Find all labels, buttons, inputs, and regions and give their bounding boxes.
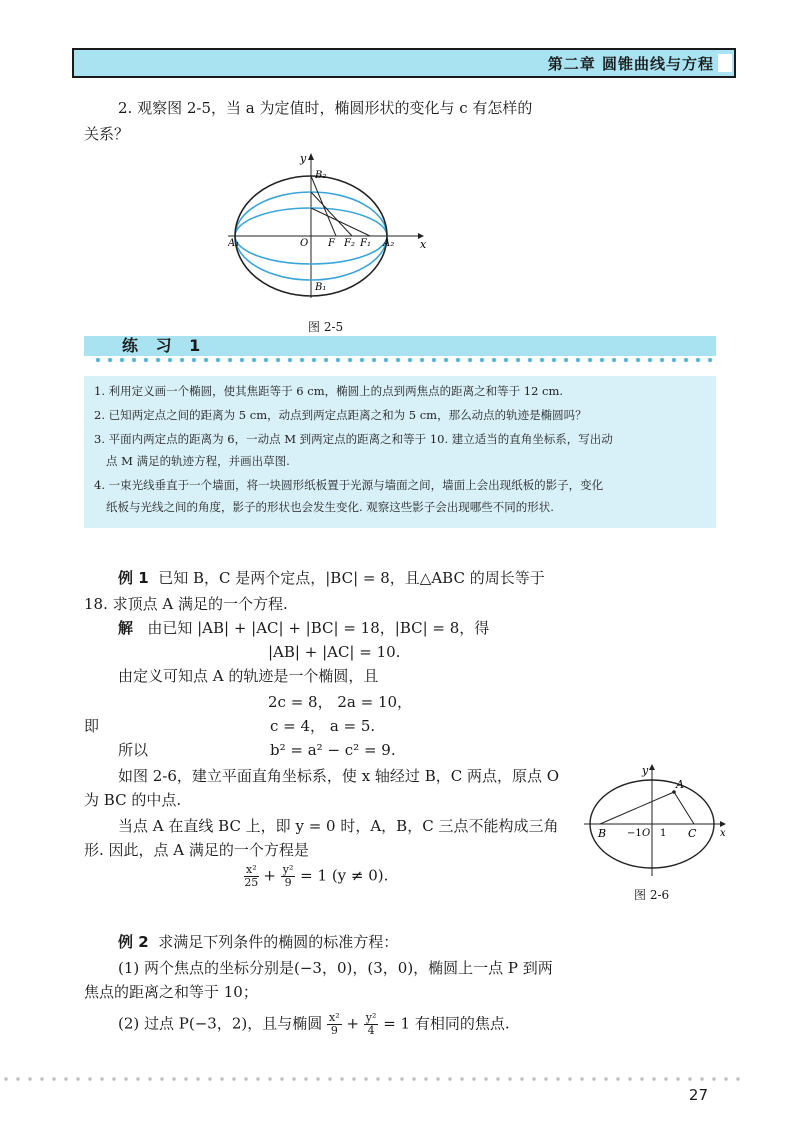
solution-line-6: b² = a² − c² = 9. bbox=[270, 741, 396, 759]
fig25-label-a1: A₁ bbox=[228, 238, 240, 249]
eq-x-num: x² bbox=[246, 863, 257, 876]
fig25-label-y: y bbox=[300, 152, 307, 165]
eq-plus: + bbox=[263, 866, 276, 885]
solution-line-8: 为 BC 的中点. bbox=[84, 791, 182, 809]
fig25-label-b2: B₂ bbox=[315, 170, 327, 181]
figure-2-5-caption: 图 2-5 bbox=[308, 320, 344, 334]
example-2-line-4a: (2) 过点 P(−3，2)，且与椭圆 bbox=[118, 1014, 323, 1033]
solution-ji: 即 bbox=[84, 717, 100, 735]
figure-2-6-caption: 图 2-6 bbox=[634, 888, 670, 902]
eq-fraction-y bbox=[281, 864, 296, 889]
fig26-label-a: A bbox=[676, 778, 684, 791]
solution-label: 解 bbox=[118, 619, 134, 637]
figure-2-5 bbox=[228, 148, 428, 306]
fig26-label-1: 1 bbox=[660, 828, 667, 839]
solution-line-2: |AB| + |AC| = 10. bbox=[268, 643, 401, 661]
example-2-line-2: (1) 两个焦点的坐标分别是(−3，0)，(3，0)，椭圆上一点 P 到两 bbox=[118, 959, 553, 977]
e2-y-num: y² bbox=[365, 1011, 377, 1024]
solution-suoyi: 所以 bbox=[118, 741, 149, 759]
solution-line-4: 2c = 8， 2a = 10， bbox=[268, 693, 413, 711]
fig25-y-arrow bbox=[308, 153, 314, 160]
example-2-first-line bbox=[118, 930, 398, 954]
fig26-side-ba bbox=[600, 792, 674, 824]
exercise-item: 2. 已知两定点之间的距离为 5 cm，动点到两定点距离之和为 5 cm，那么动点的轨迹是椭圆吗？ bbox=[94, 408, 587, 422]
example-2-line-4b: = 1 有相同的焦点. bbox=[383, 1014, 510, 1033]
e2-x-num: x² bbox=[329, 1011, 340, 1024]
example-2-line-1: 求满足下列条件的椭圆的标准方程： bbox=[158, 933, 399, 951]
fig25-line-f1 bbox=[311, 208, 370, 236]
fig25-label-f: F bbox=[328, 238, 335, 249]
header-corner-box bbox=[718, 54, 732, 72]
solution-line-5: c = 4， a = 5. bbox=[270, 717, 376, 735]
example-2-line-4 bbox=[118, 1012, 510, 1037]
fig25-label-b1: B₁ bbox=[315, 282, 327, 293]
exercise-item: 3. 平面内两定点的距离为 6，一动点 M 到两定点的距离之和等于 10. 建立适当的直角坐标系，写出动 bbox=[94, 432, 613, 446]
solution-equation bbox=[244, 864, 388, 889]
figure-2-6 bbox=[580, 760, 730, 884]
question-2-line-2: 关系？ bbox=[84, 125, 130, 143]
fig25-line-f2 bbox=[311, 192, 352, 236]
e2-plus: + bbox=[346, 1014, 360, 1033]
fig26-side-ac bbox=[674, 792, 694, 824]
fig26-label-b: B bbox=[598, 827, 607, 840]
fig25-label-a2: A₂ bbox=[383, 238, 395, 249]
example-2-line-3: 焦点的距离之和等于 10； bbox=[84, 983, 258, 1001]
exercise-dot-divider bbox=[92, 356, 712, 364]
fig25-label-f1: F₁ bbox=[360, 238, 371, 249]
chapter-title: 第二章 圆锥曲线与方程 bbox=[547, 55, 714, 73]
e2-fraction-x bbox=[327, 1012, 342, 1037]
eq-x-den: 25 bbox=[244, 876, 259, 889]
eq-fraction-x bbox=[244, 864, 259, 889]
footer-dot-divider bbox=[0, 1075, 745, 1083]
e2-x-den: 9 bbox=[330, 1024, 338, 1037]
solution-line-9: 当点 A 在直线 BC 上，即 y = 0 时，A，B，C 三点不能构成三角 bbox=[118, 817, 559, 835]
example-1-first-line bbox=[118, 566, 545, 590]
question-2-line-1: 2. 观察图 2-5，当 a 为定值时，椭圆形状的变化与 c 有怎样的 bbox=[118, 99, 533, 117]
fig26-label-neg1: −1 bbox=[627, 828, 642, 839]
e2-fraction-y bbox=[364, 1012, 379, 1037]
example-1-label: 例 1 bbox=[118, 569, 149, 587]
exercise-item: 1. 利用定义画一个椭圆，使其焦距等于 6 cm，椭圆上的点到两焦点的距离之和等于 12 cm. bbox=[94, 384, 564, 398]
fig26-y-arrow bbox=[649, 764, 655, 770]
exercise-item: 点 M 满足的轨迹方程，并画出草图. bbox=[106, 454, 290, 468]
solution-line-7: 如图 2-6，建立平面直角坐标系，使 x 轴经过 B，C 两点，原点 O bbox=[118, 767, 560, 785]
exercise-title: 练 习 1 bbox=[122, 336, 207, 355]
example-1-line-2: 18. 求顶点 A 满足的一个方程. bbox=[84, 595, 288, 613]
exercise-item: 4. 一束光线垂直于一个墙面，将一块圆形纸板置于光源与墙面之间，墙面上会出现纸板的影子，变化 bbox=[94, 478, 604, 492]
eq-y-num: y² bbox=[282, 863, 294, 876]
fig25-label-o: O bbox=[300, 238, 309, 249]
e2-y-den: 4 bbox=[367, 1024, 375, 1037]
fig26-label-c: C bbox=[688, 827, 697, 840]
chapter-header-bar bbox=[72, 48, 736, 78]
eq-y-den: 9 bbox=[284, 876, 292, 889]
solution-line-1 bbox=[118, 616, 489, 640]
example-1-line-1: 已知 B，C 是两个定点，|BC| = 8，且△ABC 的周长等于 bbox=[158, 569, 545, 587]
exercise-box bbox=[84, 376, 716, 528]
solution-text-1: 由已知 |AB| + |AC| + |BC| = 18，|BC| = 8，得 bbox=[147, 619, 490, 637]
page-number: 27 bbox=[688, 1086, 708, 1104]
fig25-label-x: x bbox=[420, 238, 427, 251]
fig26-label-y: y bbox=[642, 764, 649, 777]
fig25-label-f2: F₂ bbox=[344, 238, 355, 249]
example-2-label: 例 2 bbox=[118, 933, 149, 951]
solution-line-3: 由定义可知点 A 的轨迹是一个椭圆，且 bbox=[118, 667, 379, 685]
fig26-x-arrow bbox=[720, 821, 726, 827]
fig26-label-x: x bbox=[720, 828, 726, 839]
exercise-item: 纸板与光线之间的角度，影子的形状也会发生变化. 观察这些影子会出现哪些不同的形状. bbox=[106, 500, 554, 514]
solution-line-10: 形. 因此，点 A 满足的一个方程是 bbox=[84, 841, 309, 859]
fig26-label-o: O bbox=[642, 828, 651, 839]
eq-rest: = 1 (y ≠ 0). bbox=[300, 866, 389, 885]
